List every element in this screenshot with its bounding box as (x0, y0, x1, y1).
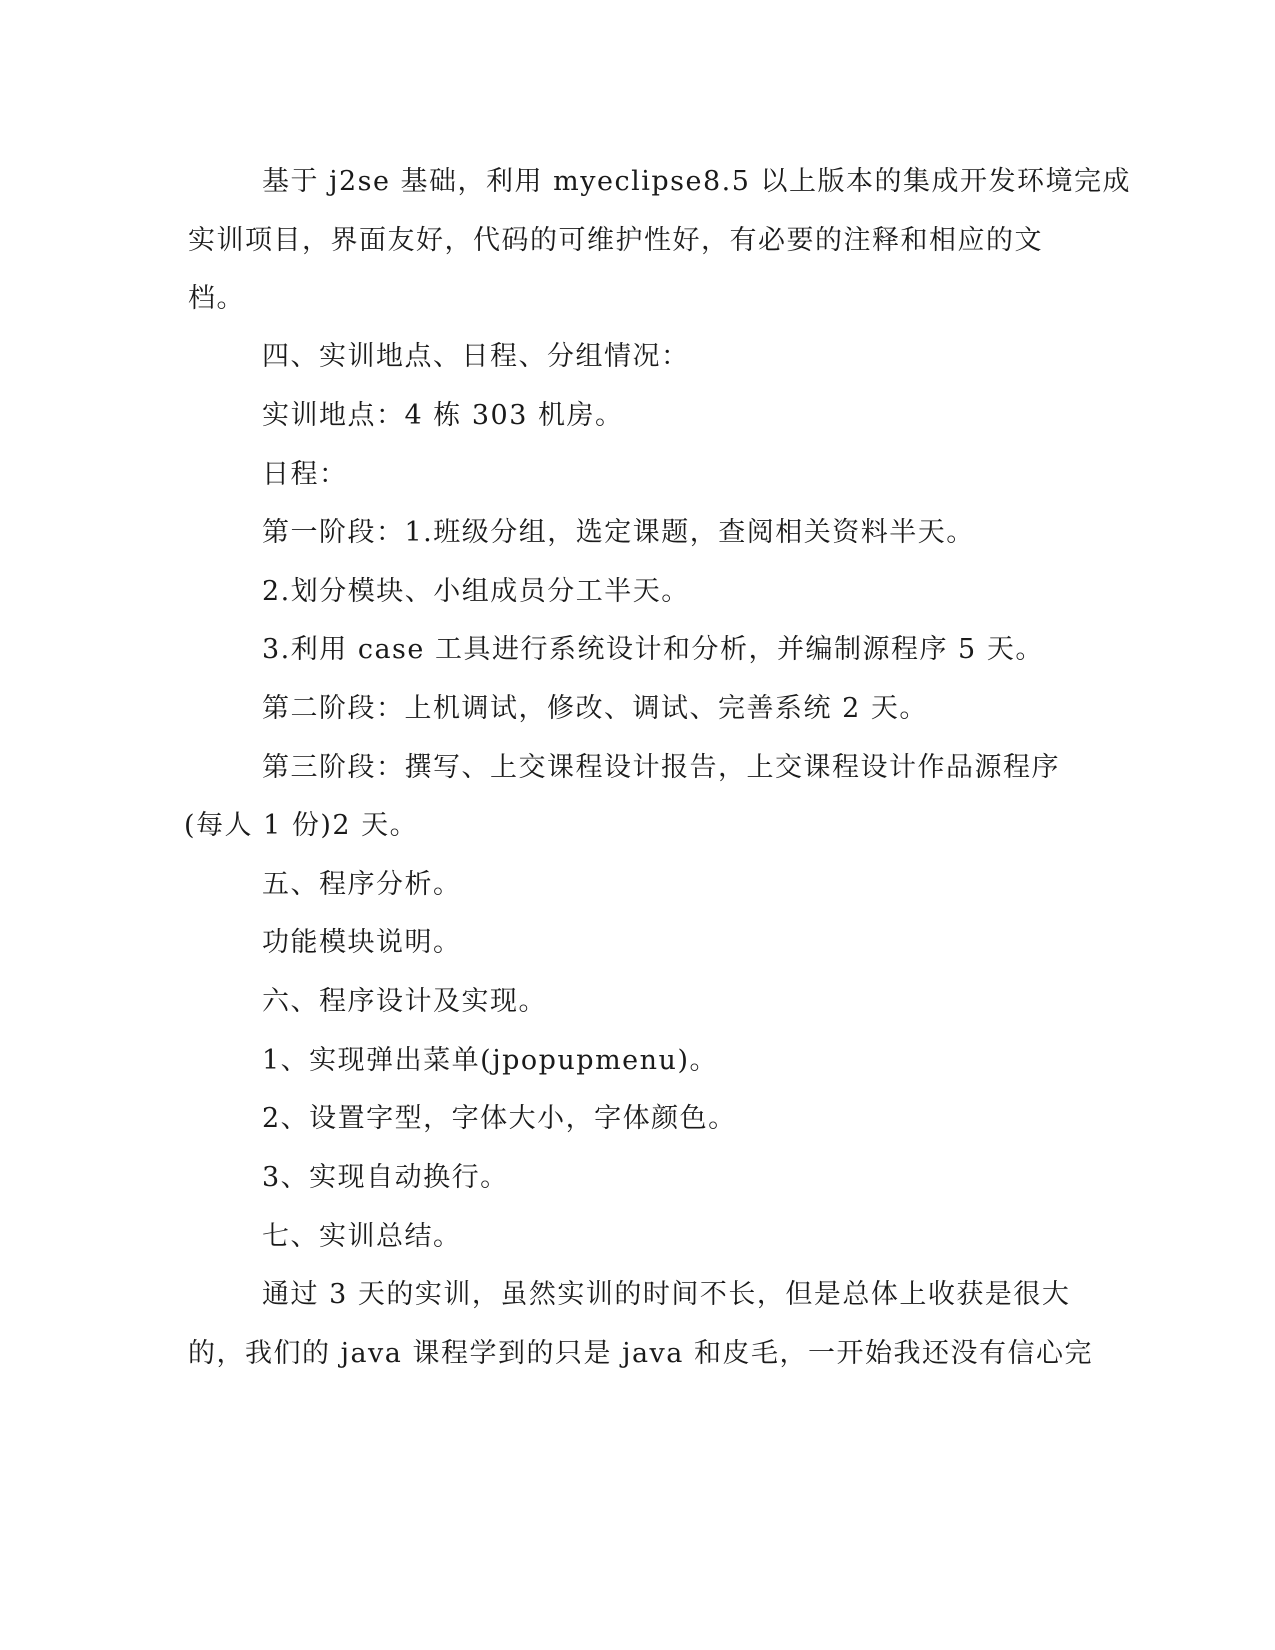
section-heading-7: 七、实训总结。 (262, 1221, 462, 1252)
paragraph-line-3: 档。 (188, 283, 245, 314)
schedule-label: 日程： (262, 459, 348, 490)
phase-three-line-2: (每人 1 份)2 天。 (184, 810, 419, 841)
phase-one-item-1: 第一阶段：1.班级分组，选定课题，查阅相关资料半天。 (262, 517, 975, 548)
implementation-item-1: 1、实现弹出菜单(jpopupmenu)。 (262, 1045, 718, 1076)
paragraph-line-1: 基于 j2se 基础，利用 myeclipse8.5 以上版本的集成开发环境完成 (262, 166, 1131, 197)
section-heading-6: 六、程序设计及实现。 (262, 986, 547, 1017)
summary-line-2: 的，我们的 java 课程学到的只是 java 和皮毛，一开始我还没有信心完 (188, 1338, 1093, 1369)
phase-three-line-1: 第三阶段：撰写、上交课程设计报告，上交课程设计作品源程序 (262, 752, 1060, 783)
implementation-item-3: 3、实现自动换行。 (262, 1162, 509, 1193)
paragraph-line-2: 实训项目，界面友好，代码的可维护性好，有必要的注释和相应的文 (188, 225, 1043, 256)
summary-line-1: 通过 3 天的实训，虽然实训的时间不长，但是总体上收获是很大 (262, 1279, 1071, 1310)
phase-two: 第二阶段：上机调试，修改、调试、完善系统 2 天。 (262, 693, 928, 724)
phase-one-item-3: 3.利用 case 工具进行系统设计和分析，并编制源程序 5 天。 (262, 634, 1044, 665)
section-heading-4: 四、实训地点、日程、分组情况： (262, 341, 690, 372)
module-description: 功能模块说明。 (262, 927, 462, 958)
training-location: 实训地点：4 栋 303 机房。 (262, 400, 624, 431)
phase-one-item-2: 2.划分模块、小组成员分工半天。 (262, 576, 690, 607)
section-heading-5: 五、程序分析。 (262, 869, 462, 900)
implementation-item-2: 2、设置字型，字体大小，字体颜色。 (262, 1103, 737, 1134)
